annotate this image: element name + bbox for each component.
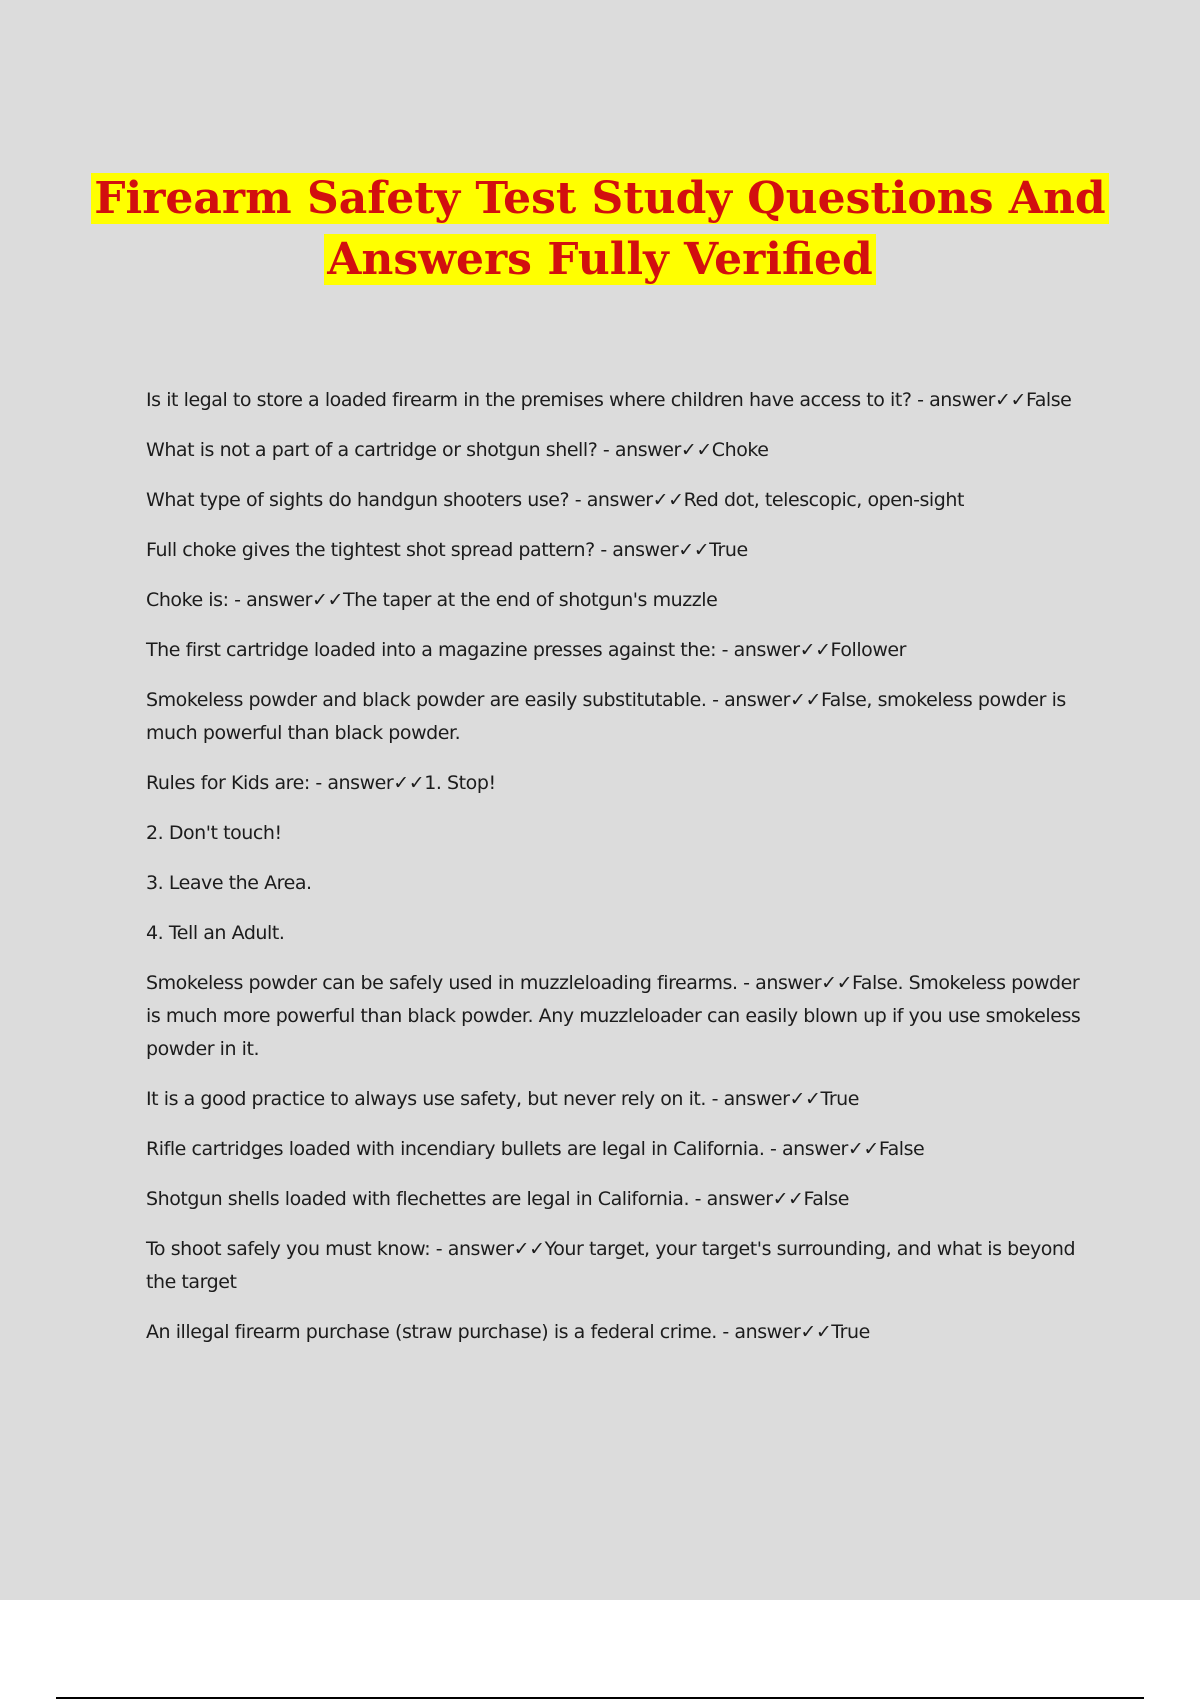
qa-item: To shoot safely you must know: - answer✓✓Your target, your target's surrounding, and what is beyond the target — [146, 1238, 1076, 1293]
qa-item: 2. Don't touch! — [146, 822, 282, 844]
qa-item: Shotgun shells loaded with flechettes are legal in California. - answer✓✓False — [146, 1188, 849, 1210]
qa-item: What type of sights do handgun shooters use? - answer✓✓Red dot, telescopic, open-sight — [146, 489, 964, 511]
qa-item: Full choke gives the tightest shot spread pattern? - answer✓✓True — [146, 539, 748, 561]
qa-item: An illegal firearm purchase (straw purchase) is a federal crime. - answer✓✓True — [146, 1321, 870, 1343]
qa-item: Smokeless powder can be safely used in muzzleloading firearms. - answer✓✓False. Smokeless powder is much more powerful than black powder. Any muzzleloader can easily blown up if you use smokeless powder in it. — [146, 972, 1081, 1060]
document-title — [0, 168, 1200, 290]
qa-item: 3. Leave the Area. — [146, 872, 312, 894]
qa-item: Rifle cartridges loaded with incendiary bullets are legal in California. - answer✓✓False — [146, 1138, 925, 1160]
qa-item: Rules for Kids are: - answer✓✓1. Stop! — [146, 772, 496, 794]
footer-divider — [56, 1697, 1144, 1699]
title-line-1: Firearm Safety Test Study Questions And — [91, 173, 1108, 224]
qa-item: 4. Tell an Adult. — [146, 922, 285, 944]
qa-item: Is it legal to store a loaded firearm in the premises where children have access to it? - answer✓✓False — [146, 389, 1072, 411]
qa-item: Smokeless powder and black powder are easily substitutable. - answer✓✓False, smokeless powder is much powerful than black powder. — [146, 689, 1066, 744]
qa-item: The first cartridge loaded into a magazine presses against the: - answer✓✓Follower — [146, 639, 907, 661]
qa-item: Choke is: - answer✓✓The taper at the end of shotgun's muzzle — [146, 589, 718, 611]
title-line-2: Answers Fully Verified — [324, 234, 876, 285]
qa-item: What is not a part of a cartridge or shotgun shell? - answer✓✓Choke — [146, 439, 769, 461]
qa-item: It is a good practice to always use safety, but never rely on it. - answer✓✓True — [146, 1088, 860, 1110]
question-answer-list — [146, 384, 1096, 1366]
